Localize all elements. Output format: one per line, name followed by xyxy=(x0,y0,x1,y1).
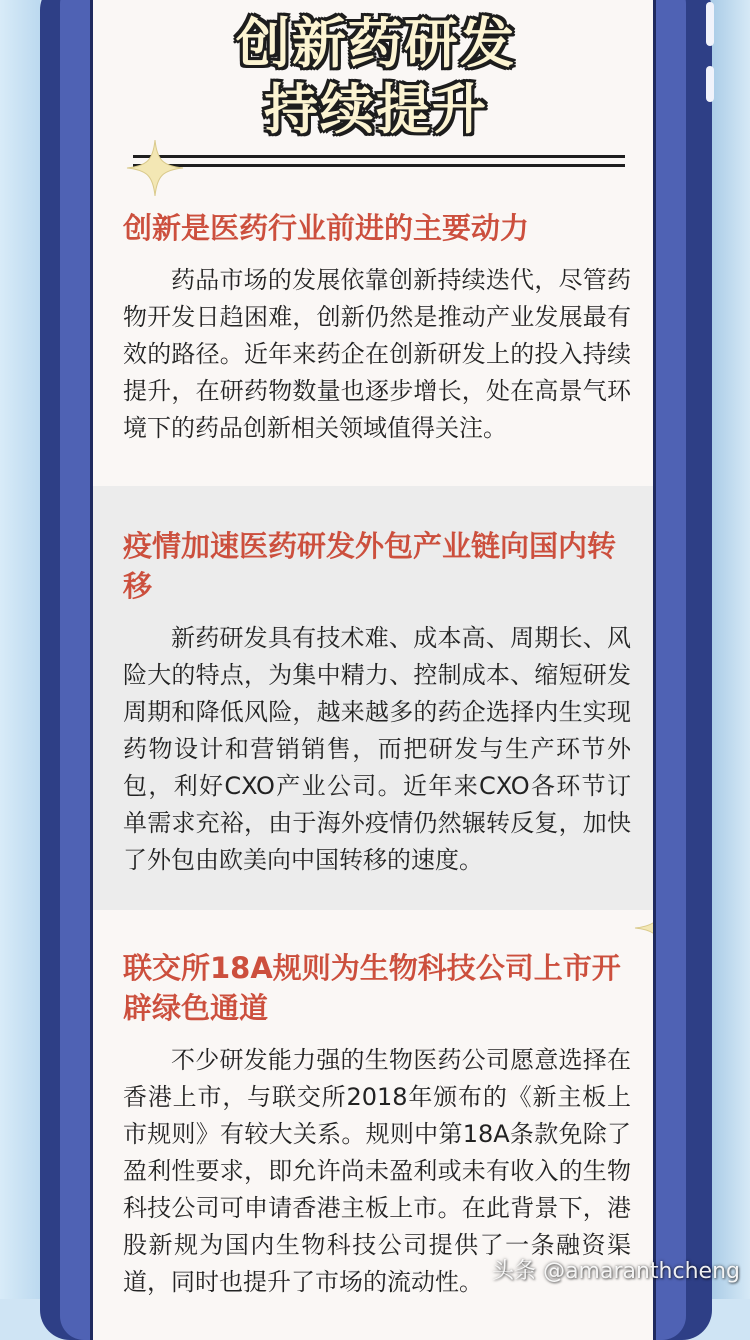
background-left xyxy=(0,0,40,1299)
phone-bezel xyxy=(60,0,686,1340)
side-button-upper xyxy=(706,2,714,46)
section-heading: 疫情加速医药研发外包产业链向国内转移 xyxy=(123,529,617,603)
sparkle-icon xyxy=(125,138,185,198)
section-innovation xyxy=(93,208,656,447)
watermark: 头条 @amaranthcheng xyxy=(492,1259,740,1284)
title-line-2: 持续提升 xyxy=(264,78,488,141)
article-screen[interactable] xyxy=(90,0,656,1340)
section-heading: 联交所18A规则为生物科技公司上市开辟绿色通道 xyxy=(123,951,621,1025)
section-body: 新药研发具有技术难、成本高、周期长、风险大的特点，为集中精力、控制成本、缩短研发周期和降低风险，越来越多的药企选择内生实现药物设计和营销销售，而把研发与生产环节外包，利好CXO产业公司。近年来CXO各环节订单需求充裕，由于海外疫情仍然辗转反复，加快了外包由欧美向中国转移的速度。 xyxy=(123,624,631,874)
phone-frame xyxy=(40,0,712,1340)
section-heading: 创新是医药行业前进的主要动力 xyxy=(123,211,530,245)
divider-bottom xyxy=(133,164,625,167)
section-body: 不少研发能力强的生物医药公司愿意选择在香港上市，与联交所2018年颁布的《新主板上市规则》有较大关系。规则中第18A条款免除了盈利性要求，即允许尚未盈利或未有收入的生物科技公司可申请香港主板上市。在此背景下，港股新规为国内生物科技公司提供了一条融资渠道，同时也提升了市场的流动性。 xyxy=(123,1046,631,1296)
section-outsourcing xyxy=(93,486,656,910)
side-button-lower xyxy=(706,66,714,102)
divider-top xyxy=(133,155,625,158)
section-body: 药品市场的发展依靠创新持续迭代，尽管药物开发日趋困难，创新仍然是推动产业发展最有效的路径。近年来药企在创新研发上的投入持续提升，在研药物数量也逐步增长，处在高景气环境下的药品创新相关领域值得关注。 xyxy=(123,266,631,442)
title-line-1: 创新药研发 xyxy=(236,12,516,75)
background-right xyxy=(710,0,750,1299)
section-hkex-18a xyxy=(93,948,656,1301)
